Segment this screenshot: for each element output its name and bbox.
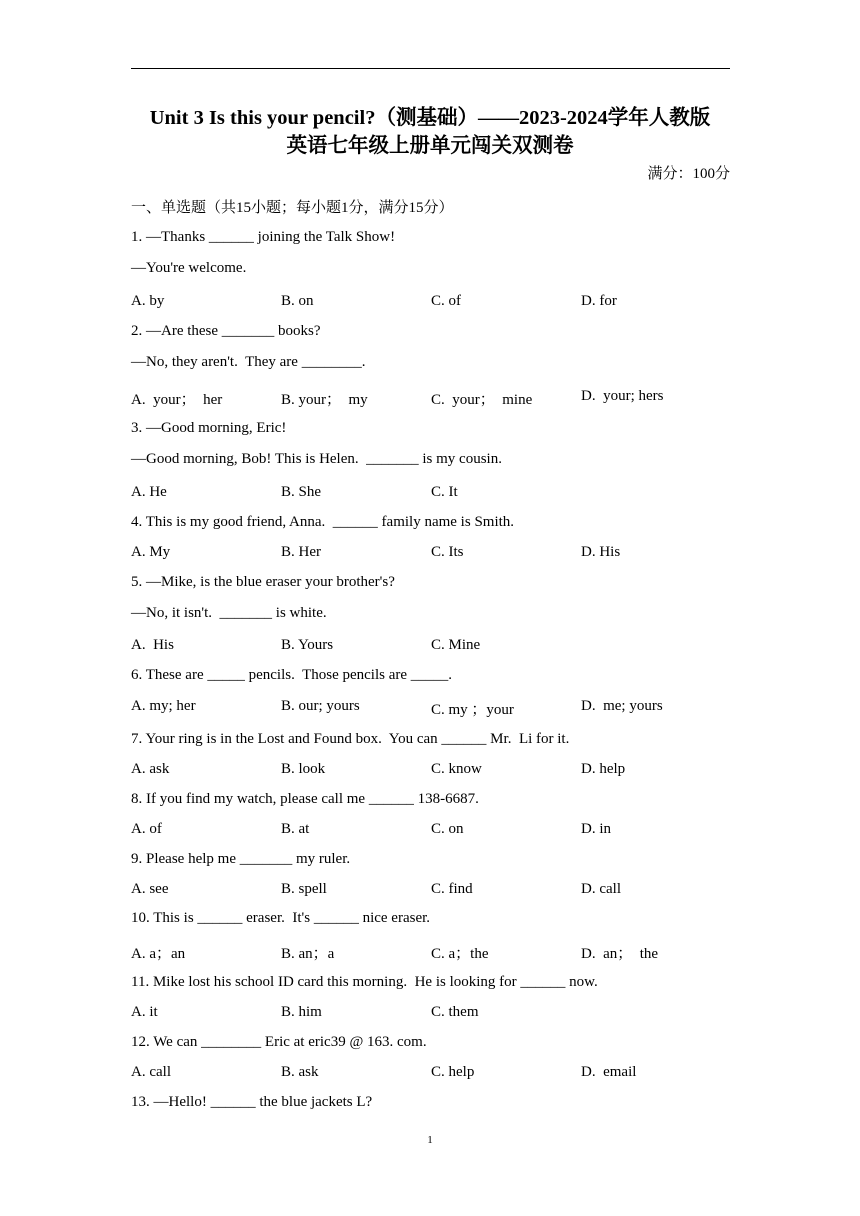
question-stem: 5. —Mike, is the blue eraser your brother's?	[131, 574, 395, 590]
question-stem: 3. —Good morning, Eric!	[131, 420, 287, 436]
answer-option: C. know	[431, 761, 482, 777]
answer-option: B. our; yours	[281, 698, 360, 714]
answer-option: A. your； her	[131, 392, 223, 408]
answer-option: D. for	[581, 293, 617, 309]
answer-option: A. by	[131, 293, 165, 309]
answer-option: C. Its	[431, 544, 464, 560]
answer-option: C. on	[431, 821, 464, 837]
title-line-2: 英语七年级上册单元闯关双测卷	[286, 135, 574, 157]
answer-option: D. help	[581, 761, 626, 777]
page-number: 1	[427, 1134, 433, 1146]
answer-option: D. me; yours	[581, 698, 663, 714]
answer-option: D. call	[581, 881, 621, 897]
question-stem: 11. Mike lost his school ID card this morning. He is looking for ______ now.	[131, 974, 598, 990]
answer-option: D. your; hers	[581, 388, 664, 404]
answer-option: B. at	[281, 821, 310, 837]
total-score: 满分：100分	[647, 166, 730, 182]
answer-option: B. Her	[281, 544, 321, 560]
question-stem: 13. —Hello! ______ the blue jackets L?	[131, 1094, 373, 1110]
answer-option: A. His	[131, 637, 174, 653]
answer-option: C. my ；your	[431, 702, 514, 718]
answer-option: A. my; her	[131, 698, 196, 714]
answer-option: C. It	[431, 484, 458, 500]
question-stem: 10. This is ______ eraser. It's ______ nice eraser.	[131, 910, 431, 926]
answer-option: C. of	[431, 293, 461, 309]
answer-option: D. an； the	[581, 946, 659, 962]
answer-option: D. in	[581, 821, 611, 837]
answer-option: C. Mine	[431, 637, 481, 653]
question-stem: 2. —Are these _______ books?	[131, 323, 321, 339]
question-stem: 12. We can ________ Eric at eric39 @ 163. com.	[131, 1034, 427, 1050]
answer-option: C. find	[431, 881, 473, 897]
answer-option: A. call	[131, 1064, 171, 1080]
question-stem: 6. These are _____ pencils. Those pencils are _____.	[131, 667, 453, 683]
question-dialogue-line: —No, they aren't. They are ________.	[131, 354, 366, 370]
question-stem: 9. Please help me _______ my ruler.	[131, 851, 351, 867]
title-line-1: Unit 3 Is this your pencil?（测基础）——2023-2024学年人教版	[149, 107, 711, 129]
answer-option: A. it	[131, 1004, 158, 1020]
answer-option: A. of	[131, 821, 162, 837]
answer-option: B. ask	[281, 1064, 319, 1080]
answer-option: A. He	[131, 484, 167, 500]
answer-option: B. him	[281, 1004, 322, 1020]
answer-option: A. see	[131, 881, 169, 897]
answer-option: A. ask	[131, 761, 170, 777]
answer-option: D. His	[581, 544, 621, 560]
answer-option: B. your； my	[281, 392, 368, 408]
answer-option: C. them	[431, 1004, 479, 1020]
page-title	[120, 104, 740, 160]
answer-option: B. spell	[281, 881, 327, 897]
answer-option: A. a；an	[131, 946, 186, 962]
question-dialogue-line: —You're welcome.	[131, 260, 247, 276]
answer-option: C. help	[431, 1064, 475, 1080]
answer-option: B. an；a	[281, 946, 335, 962]
question-stem: 8. If you find my watch, please call me ______ 138-6687.	[131, 791, 479, 807]
answer-option: A. My	[131, 544, 171, 560]
answer-option: C. a；the	[431, 946, 489, 962]
section-heading: 一、单选题（共15小题；每小题1分，满分15分）	[131, 200, 454, 216]
question-stem: 4. This is my good friend, Anna. ______ family name is Smith.	[131, 514, 515, 530]
question-dialogue-line: —Good morning, Bob! This is Helen. _______ is my cousin.	[131, 451, 502, 467]
header-rule	[131, 68, 730, 69]
question-dialogue-line: —No, it isn't. _______ is white.	[131, 605, 327, 621]
answer-option: B. Yours	[281, 637, 334, 653]
question-stem: 7. Your ring is in the Lost and Found box. You can ______ Mr. Li for it.	[131, 731, 570, 747]
answer-option: C. your； mine	[431, 392, 533, 408]
question-stem: 1. —Thanks ______ joining the Talk Show!	[131, 229, 396, 245]
answer-option: B. She	[281, 484, 322, 500]
answer-option: B. on	[281, 293, 314, 309]
answer-option: B. look	[281, 761, 326, 777]
answer-option: D. email	[581, 1064, 637, 1080]
